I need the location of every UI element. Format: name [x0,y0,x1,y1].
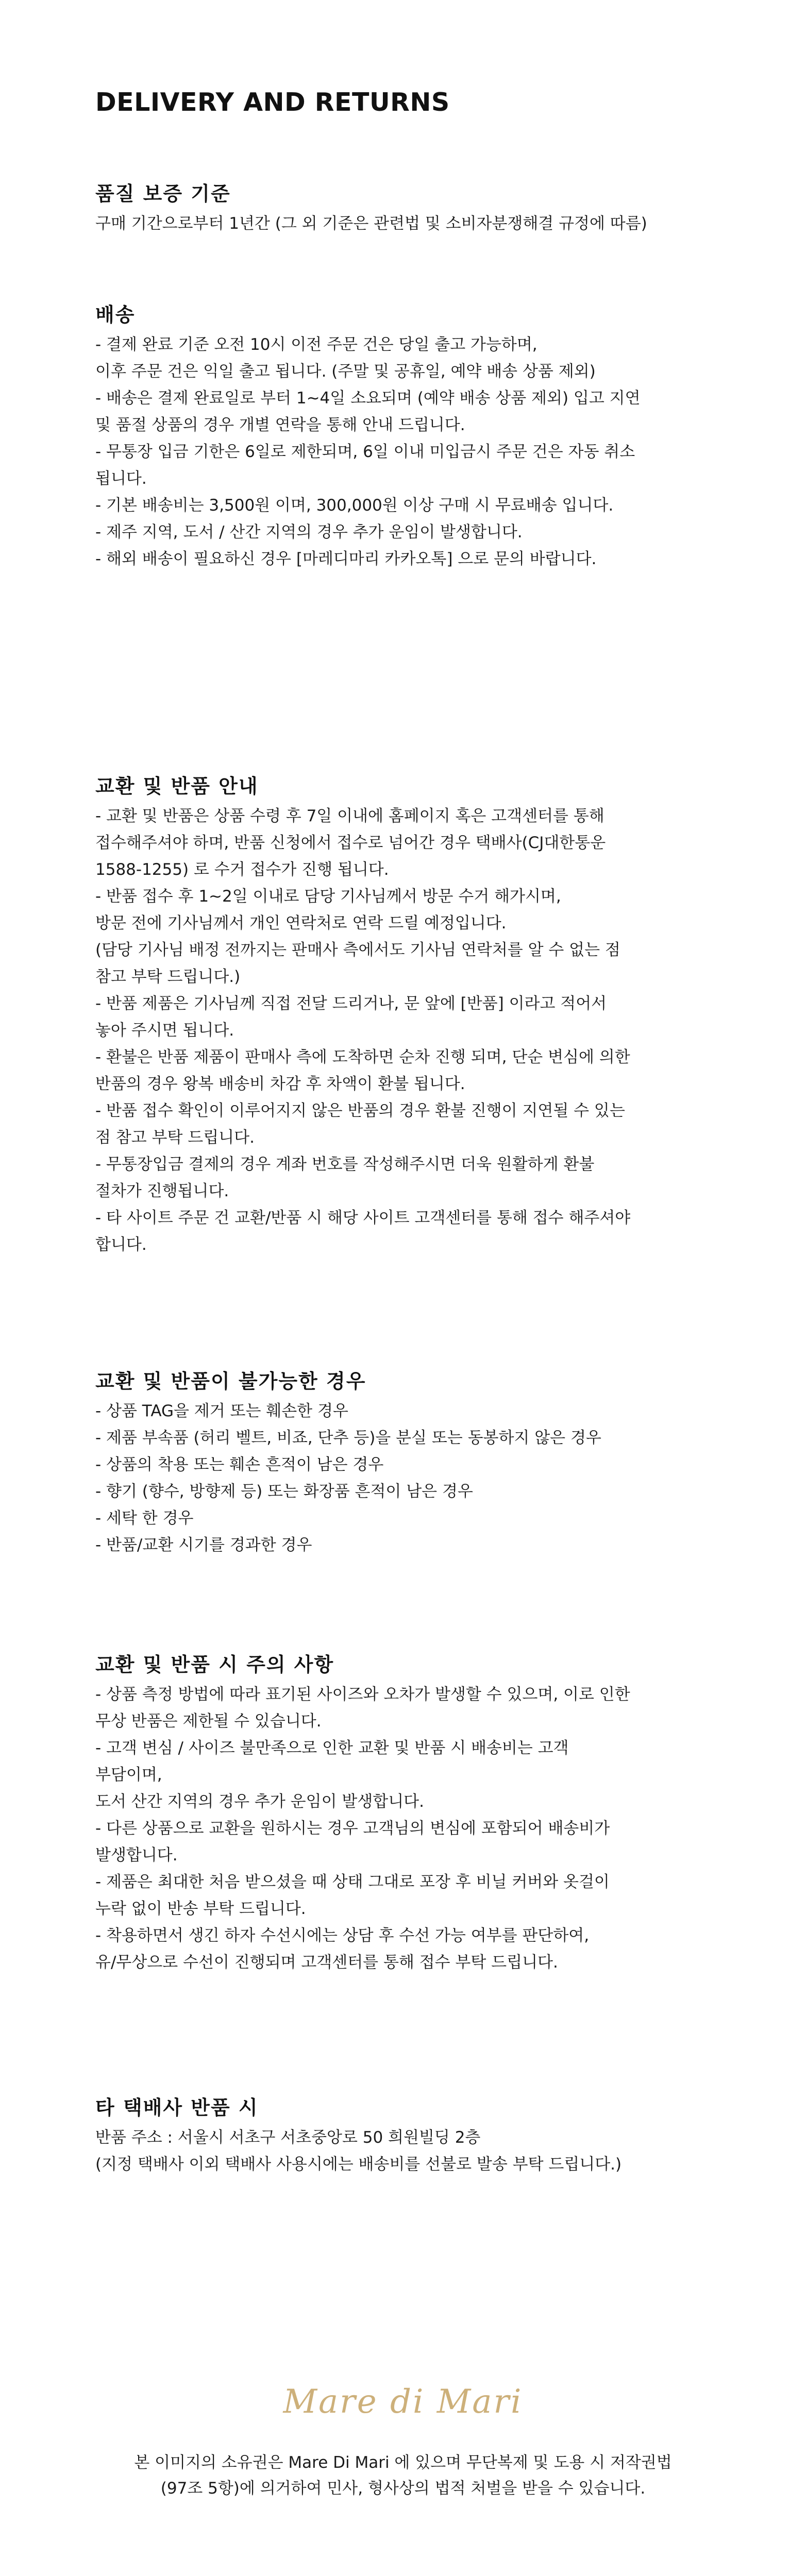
section-quality-guarantee [95,178,734,237]
section-line: - 제품은 최대한 처음 받으셨을 때 상태 그대로 포장 후 비닐 커버와 옷걸이 [95,1873,610,1891]
section-line: 접수해주셔야 하며, 반품 신청에서 접수로 넘어간 경우 택배사(CJ대한통운 [95,834,606,852]
section-line: - 기본 배송비는 3,500원 이며, 300,000원 이상 구매 시 무료배송 입니다. [95,496,614,515]
section-line: 절차가 진행됩니다. [95,1182,229,1200]
section-line: 반품의 경우 왕복 배송비 차감 후 차액이 환불 됩니다. [95,1075,465,1093]
section-heading: 교환 및 반품이 불가능한 경우 [95,1370,366,1393]
section-line: - 무통장 입금 기한은 6일로 제한되며, 6일 이내 미입금시 주문 건은 자동 취소 [95,443,635,461]
section-line: - 반품 접수 후 1~2일 이내로 담당 기사님께서 방문 수거 해가시며, [95,887,561,906]
brand-logo: Mare di Mari [283,2383,523,2421]
copyright-line: 본 이미지의 소유권은 Mare Di Mari 에 있으며 무단복제 및 도용 시 저작권법 [134,2453,672,2472]
section-line: 반품 주소 : 서울시 서초구 서초중앙로 50 희원빌딩 2층 [95,2128,481,2147]
section-line: - 상품의 착용 또는 훼손 흔적이 남은 경우 [95,1455,384,1474]
section-line: - 반품 제품은 기사님께 직접 전달 드리거나, 문 앞에 [반품] 이라고 적어서 [95,994,607,1013]
copyright-notice [0,2450,806,2501]
section-line: 합니다. [95,1235,147,1254]
section-line: - 반품/교환 시기를 경과한 경우 [95,1536,312,1554]
section-line: - 상품 측정 방법에 따라 표기된 사이즈와 오차가 발생할 수 있으며, 이로 인한 [95,1685,630,1704]
section-line: 방문 전에 기사님께서 개인 연락처로 연락 드릴 예정입니다. [95,914,507,933]
section-line: (담당 기사님 배정 전까지는 판매사 측에서도 기사님 연락처를 알 수 없는 점 [95,941,620,959]
section-line: - 착용하면서 생긴 하자 수선시에는 상담 후 수선 가능 여부를 판단하여, [95,1926,590,1945]
section-heading: 품질 보증 기준 [95,182,231,205]
section-line: 누락 없이 반송 부탁 드립니다. [95,1900,306,1918]
section-line: 점 참고 부탁 드립니다. [95,1128,255,1147]
section-heading: 배송 [95,303,136,326]
section-exchange-return-cautions [95,1649,734,1976]
section-line: 도서 산간 지역의 경우 추가 운임이 발생합니다. [95,1792,424,1811]
section-line: - 다른 상품으로 교환을 원하시는 경우 고객님의 변심에 포함되어 배송비가 [95,1819,610,1838]
section-exchange-return-guide [95,770,734,1258]
section-non-returnable-cases [95,1365,734,1558]
section-heading: 교환 및 반품 안내 [95,775,259,798]
section-line: 참고 부탁 드립니다.) [95,968,241,986]
section-line: 1588-1255) 로 수거 접수가 진행 됩니다. [95,860,389,879]
section-line: 구매 기간으로부터 1년간 (그 외 기준은 관련법 및 소비자분쟁해결 규정에 따름) [95,214,647,233]
page-title: DELIVERY AND RETURNS [95,88,450,117]
section-line: 이후 주문 건은 익일 출고 됩니다. (주말 및 공휴일, 예약 배송 상품 제외) [95,362,596,381]
section-heading: 타 택배사 반품 시 [95,2096,259,2119]
section-delivery [95,299,734,572]
section-line: - 해외 배송이 필요하신 경우 [마레디마리 카카오톡] 으로 문의 바랍니다. [95,550,597,568]
section-line: - 세탁 한 경우 [95,1509,194,1528]
section-line: 무상 반품은 제한될 수 있습니다. [95,1712,322,1731]
section-line: 발생합니다. [95,1846,178,1865]
section-line: 및 품절 상품의 경우 개별 연락을 통해 안내 드립니다. [95,416,465,434]
section-other-courier-returns [95,2092,734,2178]
section-line: - 제주 지역, 도서 / 산간 지역의 경우 추가 운임이 발생합니다. [95,523,523,541]
section-line: - 결제 완료 기준 오전 10시 이전 주문 건은 당일 출고 가능하며, [95,335,538,354]
section-line: - 반품 접수 확인이 이루어지지 않은 반품의 경우 환불 진행이 지연될 수 있는 [95,1101,625,1120]
section-line: (지정 택배사 이외 택배사 사용시에는 배송비를 선불로 발송 부탁 드립니다.) [95,2155,622,2174]
section-heading: 교환 및 반품 시 주의 사항 [95,1653,334,1676]
section-line: 놓아 주시면 됩니다. [95,1021,234,1040]
section-line: - 교환 및 반품은 상품 수령 후 7일 이내에 홈페이지 혹은 고객센터를 통해 [95,807,604,825]
section-line: 됩니다. [95,469,147,488]
section-line: - 상품 TAG을 제거 또는 훼손한 경우 [95,1402,348,1420]
section-line: - 무통장입금 결제의 경우 계좌 번호를 작성해주시면 더욱 원활하게 환불 [95,1155,595,1174]
copyright-line: (97조 5항)에 의거하여 민사, 형사상의 법적 처벌을 받을 수 있습니다. [160,2479,646,2498]
section-line: - 환불은 반품 제품이 판매사 측에 도착하면 순차 진행 되며, 단순 변심에 의한 [95,1048,630,1066]
section-line: - 타 사이트 주문 건 교환/반품 시 해당 사이트 고객센터를 통해 접수 해주셔야 [95,1209,631,1227]
section-line: - 향기 (향수, 방향제 등) 또는 화장품 흔적이 남은 경우 [95,1482,473,1501]
section-line: - 제품 부속품 (허리 벨트, 비죠, 단추 등)을 분실 또는 동봉하지 않은 경우 [95,1429,601,1447]
section-line: 유/무상으로 수선이 진행되며 고객센터를 통해 접수 부탁 드립니다. [95,1953,558,1972]
section-line: - 고객 변심 / 사이즈 불만족으로 인한 교환 및 반품 시 배송비는 고객 [95,1739,569,1757]
section-line: - 배송은 결제 완료일로 부터 1~4일 소요되며 (예약 배송 상품 제외) 입고 지연 [95,389,641,408]
section-line: 부담이며, [95,1766,162,1784]
